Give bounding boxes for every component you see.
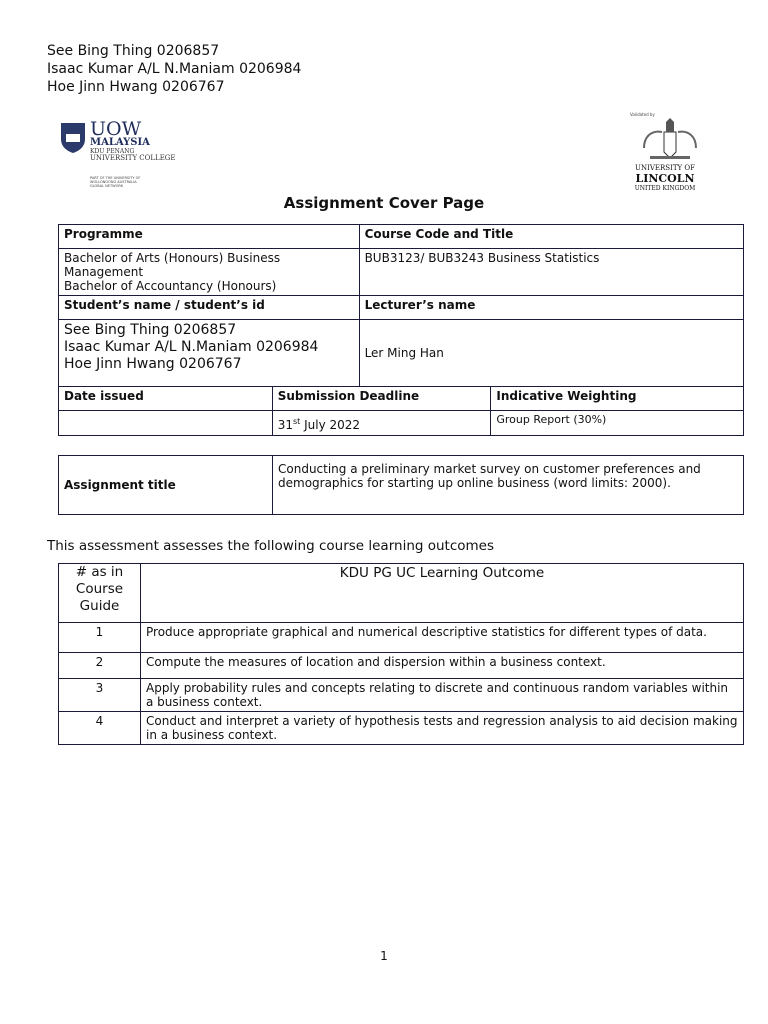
page-number: 1 xyxy=(380,949,388,963)
outcome-text: Produce appropriate graphical and numerical descriptive statistics for different types of data. xyxy=(141,623,744,653)
student: Hoe Jinn Hwang 0206767 xyxy=(64,356,242,372)
student-label: Student’s name / student’s id xyxy=(59,296,360,320)
lecturer-value: Ler Ming Han xyxy=(359,320,743,387)
programme-1: Bachelor of Arts (Honours) Business Management xyxy=(64,251,281,279)
student: Isaac Kumar A/L N.Maniam 0206984 xyxy=(64,339,319,355)
outcomes-intro: This assessment assesses the following course learning outcomes xyxy=(47,538,495,554)
deadline-label: Submission Deadline xyxy=(272,387,491,411)
outcome-text: Compute the measures of location and dispersion within a business context. xyxy=(141,653,744,679)
weighting-value: Group Report (30%) xyxy=(491,411,744,436)
date-value xyxy=(59,411,273,436)
outcome-number: 1 xyxy=(59,623,141,653)
outcomes-table xyxy=(58,563,744,745)
outcome-text: Conduct and interpret a variety of hypothesis tests and regression analysis to aid decision making in a business context. xyxy=(141,712,744,745)
deadline-value xyxy=(272,411,491,436)
weighting-label: Indicative Weighting xyxy=(491,387,744,411)
lincoln-crest-icon xyxy=(640,118,700,162)
uow-shield-icon xyxy=(60,122,86,154)
uow-logo: UOW MALAYSIA KDU PENANG UNIVERSITY COLLEGE PART OF THE UNIVERSITY OF WOLLONGONG AUSTRALIA GLOBAL NETWORK xyxy=(60,120,210,190)
course-value: BUB3123/ BUB3243 Business Statistics xyxy=(359,249,743,296)
lecturer-label: Lecturer’s name xyxy=(359,296,743,320)
date-label: Date issued xyxy=(59,387,273,411)
deadline-day: 31 xyxy=(277,417,293,432)
assignment-value: Conducting a preliminary market survey on customer preferences and demographics for starting up online business (word limits: 2000). xyxy=(273,456,744,515)
author: See Bing Thing 0206857 xyxy=(47,43,220,59)
author-list xyxy=(47,42,301,96)
col-header-outcome: KDU PG UC Learning Outcome xyxy=(141,564,744,623)
outcome-number: 4 xyxy=(59,712,141,745)
students-value xyxy=(59,320,360,387)
assignment-label: Assignment title xyxy=(59,456,273,515)
lincoln-logo: Validated by UNIVERSITY OF LINCOLN UNITED KINGDOM xyxy=(625,112,715,192)
info-table xyxy=(58,224,744,436)
programme-2: Bachelor of Accountancy (Honours) xyxy=(64,279,277,293)
page-title: Assignment Cover Page xyxy=(283,194,485,212)
author: Hoe Jinn Hwang 0206767 xyxy=(47,79,225,95)
outcome-number: 2 xyxy=(59,653,141,679)
outcome-text: Apply probability rules and concepts relating to discrete and continuous random variables within a business context. xyxy=(141,679,744,712)
author: Isaac Kumar A/L N.Maniam 0206984 xyxy=(47,61,302,77)
deadline-month-year: July 2022 xyxy=(300,417,361,432)
assignment-table xyxy=(58,455,744,515)
programme-value xyxy=(59,249,360,296)
programme-label: Programme xyxy=(59,225,360,249)
outcome-number: 3 xyxy=(59,679,141,712)
deadline-suffix: st xyxy=(292,416,301,426)
col-header-number: # as in Course Guide xyxy=(59,564,141,623)
course-label: Course Code and Title xyxy=(359,225,743,249)
student: See Bing Thing 0206857 xyxy=(64,322,237,338)
